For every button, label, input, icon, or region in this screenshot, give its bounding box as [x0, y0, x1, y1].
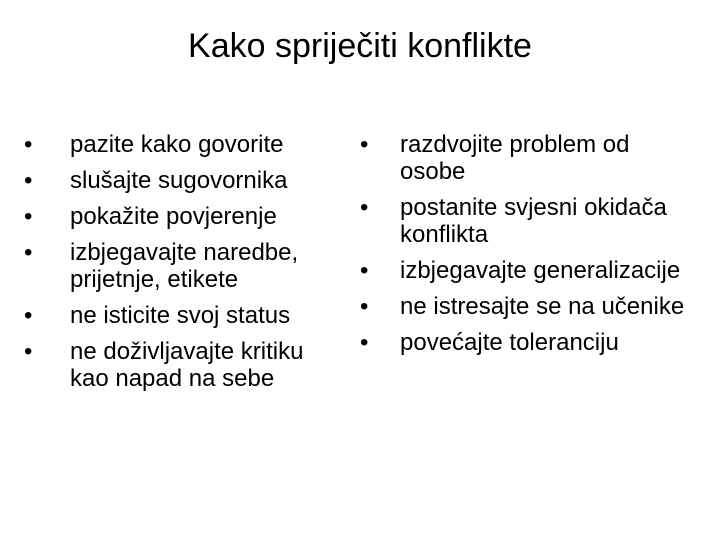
- list-item: [24, 239, 344, 293]
- bullet-marker: •: [24, 338, 33, 365]
- bullet-marker: •: [360, 293, 369, 320]
- bullet-marker: •: [24, 203, 33, 230]
- list-item-text: izbjegavajte naredbe, prijetnje, etikete: [70, 239, 299, 293]
- bullet-marker: •: [24, 131, 33, 158]
- list-item: [24, 167, 344, 194]
- list-item: [24, 338, 344, 392]
- bullet-marker: •: [24, 167, 33, 194]
- bullet-marker: •: [360, 131, 369, 158]
- left-bullet-list: [24, 131, 344, 401]
- list-item: [360, 329, 690, 356]
- list-item-text: ne istresajte se na učenike: [400, 293, 685, 320]
- right-bullet-list: [360, 131, 690, 365]
- list-item-text: postanite svjesni okidača konflikta: [400, 194, 667, 248]
- bullet-marker: •: [360, 194, 369, 221]
- list-item: [360, 293, 690, 320]
- list-item-text: ne doživljavajte kritiku kao napad na sebe: [70, 338, 304, 392]
- list-item-text: povećajte toleranciju: [400, 329, 619, 356]
- list-item-text: ne isticite svoj status: [70, 302, 291, 329]
- list-item-text: slušajte sugovornika: [70, 167, 288, 194]
- list-item: [24, 131, 344, 158]
- list-item-text: pazite kako govorite: [70, 131, 284, 158]
- list-item: [360, 131, 690, 185]
- bullet-marker: •: [360, 257, 369, 284]
- slide-title: Kako spriječiti konflikte: [188, 27, 532, 65]
- bullet-marker: •: [360, 329, 369, 356]
- list-item-text: razdvojite problem od osobe: [400, 131, 630, 185]
- bullet-marker: •: [24, 239, 33, 266]
- list-item-text: pokažite povjerenje: [70, 203, 277, 230]
- list-item: [24, 203, 344, 230]
- list-item: [24, 302, 344, 329]
- bullet-marker: •: [24, 302, 33, 329]
- list-item: [360, 257, 690, 284]
- list-item-text: izbjegavajte generalizacije: [400, 257, 681, 284]
- list-item: [360, 194, 690, 248]
